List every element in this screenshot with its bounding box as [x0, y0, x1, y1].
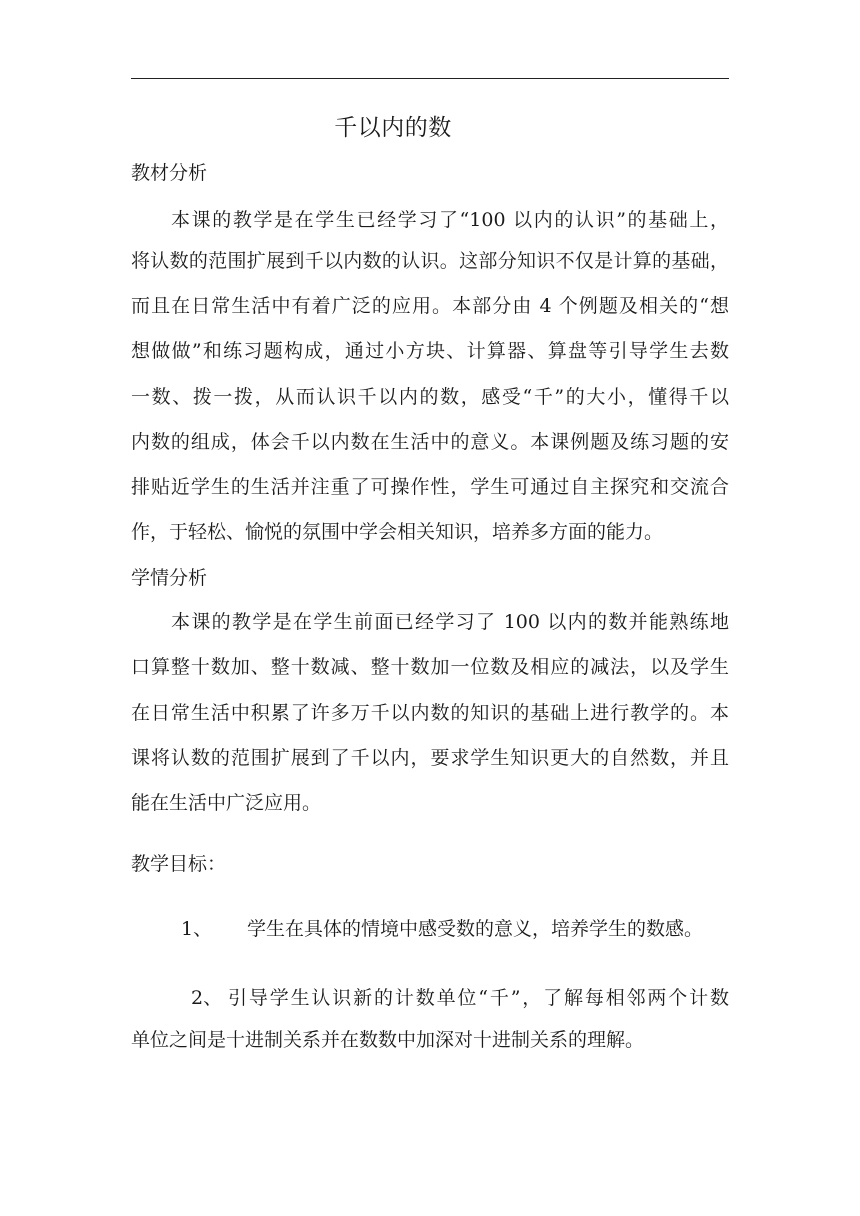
- paragraph-line: 内数的组成，体会千以内数在生活中的意义。本课例题及练习题的安: [131, 431, 729, 453]
- section-heading-analysis: 教材分析: [131, 162, 208, 184]
- paragraph-line: 排贴近学生的生活并注重了可操作性，学生可通过自主探究和交流合: [131, 476, 729, 498]
- goal-item-number: 1、: [181, 918, 213, 940]
- paragraph-line: 而且在日常生活中有着广泛的应用。本部分由 4 个例题及相关的“想: [131, 295, 729, 317]
- document-title: 千以内的数: [334, 115, 452, 141]
- paragraph-line: 想做做”和练习题构成，通过小方块、计算器、算盘等引导学生去数: [131, 340, 729, 362]
- paragraph-line: 一数、拨一拨，从而认识千以内的数，感受“千”的大小，懂得千以: [131, 386, 729, 408]
- section-heading-student: 学情分析: [131, 567, 208, 589]
- paragraph-line: 在日常生活中积累了许多万千以内数的知识的基础上进行教学的。本: [131, 702, 729, 724]
- section-heading-goals: 教学目标：: [131, 853, 227, 875]
- paragraph-line: 能在生活中广泛应用。: [131, 792, 322, 814]
- paragraph-line: 将认数的范围扩展到千以内数的认识。这部分知识不仅是计算的基础，: [131, 250, 729, 272]
- goal-item-number: 2、: [191, 987, 223, 1009]
- goal-item-text: 单位之间是十进制关系并在数数中加深对十进制关系的理解。: [131, 1029, 645, 1051]
- paragraph-line: 本课的教学是在学生前面已经学习了 100 以内的数并能熟练地: [171, 611, 729, 633]
- paragraph-line: 课将认数的范围扩展到了千以内，要求学生知识更大的自然数，并且: [131, 747, 729, 769]
- paragraph-line: 本课的教学是在学生已经学习了“100 以内的认识”的基础上，: [171, 209, 729, 231]
- goal-item-text: 学生在具体的情境中感受数的意义，培养学生的数感。: [247, 918, 704, 940]
- header-rule: [131, 78, 729, 79]
- goal-item-text: 引导学生认识新的计数单位“千”，了解每相邻两个计数: [228, 987, 729, 1009]
- paragraph-line: 作，于轻松、愉悦的氛围中学会相关知识，培养多方面的能力。: [131, 521, 664, 543]
- paragraph-line: 口算整十数加、整十数减、整十数加一位数及相应的减法，以及学生: [131, 656, 729, 678]
